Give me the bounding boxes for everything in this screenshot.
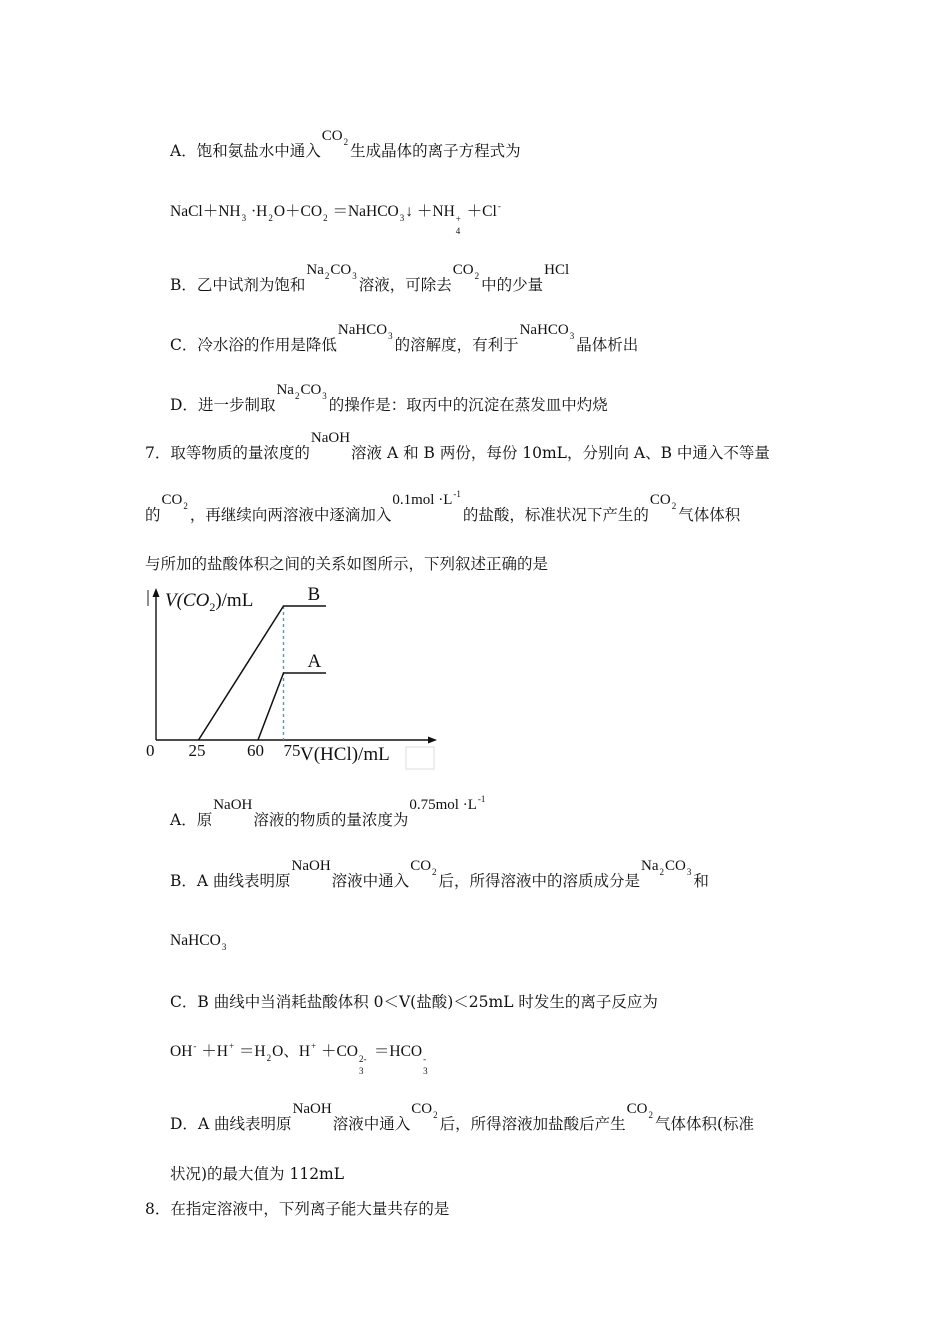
option-text: 乙中试剂为饱和: [196, 276, 306, 294]
series-label-a: A: [307, 651, 322, 672]
option-text: 的操作是：取丙中的沉淀在蒸发皿中灼烧: [328, 396, 608, 414]
option-text: 冷水浴的作用是降低: [197, 336, 337, 354]
option-label: A．: [170, 142, 197, 160]
q6-option-c: [170, 322, 639, 357]
chem-formula: $Na_2CO_3$: [276, 382, 327, 401]
co2-volume-chart: [140, 580, 440, 775]
option-label: D．: [170, 396, 198, 414]
chem-formula: NaOH: [291, 858, 331, 874]
q8-stem: 8．在指定溶液中，下列离子能大量共存的是: [145, 1200, 450, 1218]
chem-formula: $CO_2$: [626, 1101, 653, 1120]
question-number: 8．: [145, 1200, 171, 1218]
q7-option-d-cont: 状况)的最大值为 112mL: [170, 1165, 345, 1183]
chem-formula: $Na_2CO_3$: [641, 858, 692, 877]
q7-option-c-equation: $OH^- +H^+ =H_2O$、H+ ＋CO 2- 3 ＝HCO - 3: [170, 1041, 428, 1076]
option-text: 进一步制取: [197, 396, 276, 414]
q6-option-a: [170, 128, 521, 163]
chem-formula: $CO_2$: [452, 262, 480, 281]
y-axis-label: $V(CO_2)/mL$: [165, 590, 254, 614]
chem-formula: NaOH: [292, 1101, 332, 1117]
chem-formula: $CO_2$: [649, 492, 677, 511]
q6-option-b: [170, 262, 570, 297]
q7-option-b: B．A 曲线表明原NaOH溶液中通入$CO_2$ 后，所得溶液中的溶质成分是$Na_2CO_3$ 和: [170, 858, 709, 890]
question-number: 7．: [145, 444, 171, 462]
option-label: A．: [170, 811, 197, 829]
option-text: 溶液，可除去: [358, 276, 452, 294]
q7-option-a: A．原NaOH溶液的物质的量浓度为$0.75mol \cdot L^{-1}$: [170, 794, 486, 829]
x-axis-label: V(HCl)/mL: [300, 744, 390, 765]
option-label: C．: [170, 336, 198, 354]
chem-formula: $CO_2$: [161, 492, 188, 511]
option-text: 晶体析出: [576, 336, 639, 354]
option-text: 的溶解度，有利于: [394, 336, 519, 354]
option-text: 饱和氨盐水中通入: [196, 142, 321, 160]
series-line-a: [258, 673, 326, 740]
chem-formula: $CO_2$: [411, 1101, 438, 1120]
option-text: 生成晶体的离子方程式为: [350, 142, 521, 160]
x-axis-arrow: [428, 737, 437, 744]
q7-option-d: D．A 曲线表明原NaOH溶液中通入$CO_2$ 后，所得溶液加盐酸后产生$CO_2$ 气体体积(标准: [170, 1101, 754, 1133]
chem-formula: NaOH: [213, 797, 253, 813]
q7-stem-line3: 与所加的盐酸体积之间的关系如图所示，下列叙述正确的是: [145, 555, 549, 573]
chem-formula: $CO_2$: [321, 128, 349, 147]
chem-formula: $CO_2$: [410, 858, 437, 877]
option-text: 中的少量: [481, 276, 544, 294]
concentration: $0.1mol \cdot L^{-1}$: [392, 489, 461, 508]
q7-option-b-cont: NaHCO$_3$: [170, 932, 227, 952]
y-axis-arrow: [153, 588, 160, 597]
chem-formula: $Na_2CO_3$: [306, 262, 357, 281]
option-label: D．: [170, 1115, 198, 1133]
option-label: C．: [170, 993, 198, 1011]
x-tick-label-25: 25: [188, 741, 206, 760]
option-label: B．: [170, 276, 197, 294]
option-label: B．: [170, 872, 197, 890]
x-tick-label-60: 60: [247, 741, 264, 760]
q6-option-d: [170, 382, 608, 417]
q7-stem-line2: 的$CO_2$ ，再继续向两溶液中逐滴加入$0.1mol \cdot L^{-1}$的盐酸，标准状况下产生的$CO_2$ 气体体积: [145, 489, 741, 524]
concentration: $0.75mol \cdot L^{-1}$: [409, 794, 486, 813]
chem-formula: HCl: [544, 262, 570, 278]
chart-svg: [140, 580, 440, 775]
q7-stem-line1: 7．取等物质的量浓度的NaOH溶液 A 和 B 两份，每份 10mL，分别向 A、B 中通入不等量: [145, 430, 770, 462]
series-label-b: B: [307, 584, 321, 605]
q6-option-a-equation: $NaCl+NH_3 \cdot H_2O+CO_2$ ＝NaHCO$_3$↓ ＋NH + 4 ＋Cl-: [170, 201, 501, 236]
small-box: [406, 747, 434, 769]
origin-label: 0: [146, 741, 155, 760]
x-tick-label-75: 75: [283, 741, 301, 760]
q7-option-c: C．B 曲线中当消耗盐酸体积 0＜V(盐酸)＜25mL 时发生的离子反应为: [170, 993, 658, 1011]
chem-formula: NaOH: [310, 430, 351, 446]
chem-formula: NaHCO$_3$: [337, 322, 393, 341]
chem-formula: NaHCO$_3$: [519, 322, 575, 341]
